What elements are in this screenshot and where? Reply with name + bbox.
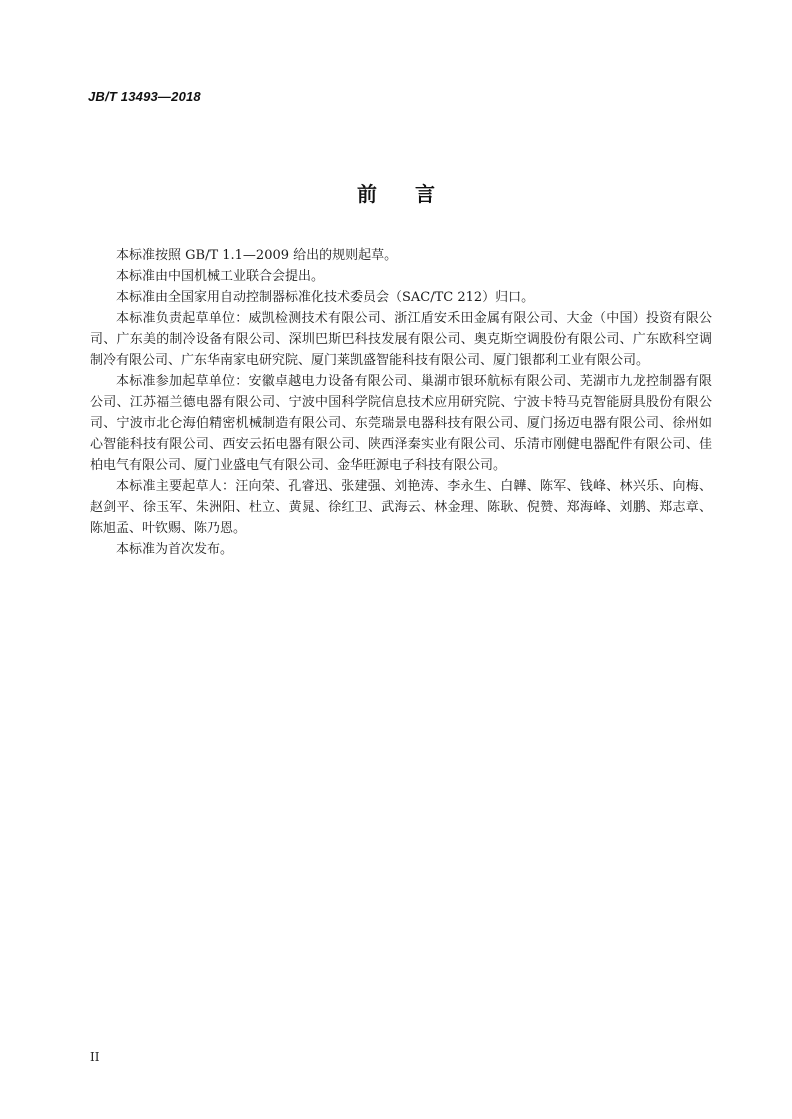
page-number: II [90, 1050, 100, 1064]
page-title: 前言 [357, 182, 473, 206]
paragraph-drafting-rules: 本标准按照 GB/T 1.1—2009 给出的规则起草。 [116, 248, 398, 263]
standard-code: JB/T 13493—2018 [88, 89, 201, 104]
paragraph-proposer: 本标准由中国机械工业联合会提出。 [116, 269, 325, 284]
paragraph-committee: 本标准由全国家用自动控制器标准化技术委员会（SAC/TC 212）归口。 [116, 290, 535, 305]
paragraph-main-drafters: 本标准主要起草人：汪向荣、孔睿迅、张建强、刘艳涛、李永生、白韡、陈军、钱峰、林兴乐、向梅、赵剑平、徐玉军、朱洲阳、杜立、黄晁、徐红卫、武海云、林金理、陈耿、倪赞、郑海峰、刘鹏、郑志章、陈旭孟、叶钦赐、陈乃恩。 [90, 479, 712, 536]
paragraph-responsible-drafters: 本标准负责起草单位：威凯检测技术有限公司、浙江盾安禾田金属有限公司、大金（中国）投资有限公司、广东美的制冷设备有限公司、深圳巴斯巴科技发展有限公司、奥克斯空调股份有限公司、广东欧科空调制冷有限公司、广东华南家电研究院、厦门莱凯盛智能科技有限公司、厦门银都利工业有限公司。 [90, 311, 712, 368]
foreword-body [90, 245, 712, 560]
paragraph-first-release: 本标准为首次发布。 [116, 542, 234, 557]
paragraph-participating-drafters: 本标准参加起草单位：安徽卓越电力设备有限公司、巢湖市银环航标有限公司、芜湖市九龙控制器有限公司、江苏福兰德电器有限公司、宁波中国科学院信息技术应用研究院、宁波卡特马克智能厨具股份有限公司、宁波市北仑海伯精密机械制造有限公司、东莞瑞景电器科技有限公司、厦门扬迈电器有限公司、徐州如心智能科技有限公司、西安云拓电器有限公司、陕西泽秦实业有限公司、乐清市刚健电器配件有限公司、佳柏电气有限公司、厦门业盛电气有限公司、金华旺源电子科技有限公司。 [90, 374, 712, 473]
